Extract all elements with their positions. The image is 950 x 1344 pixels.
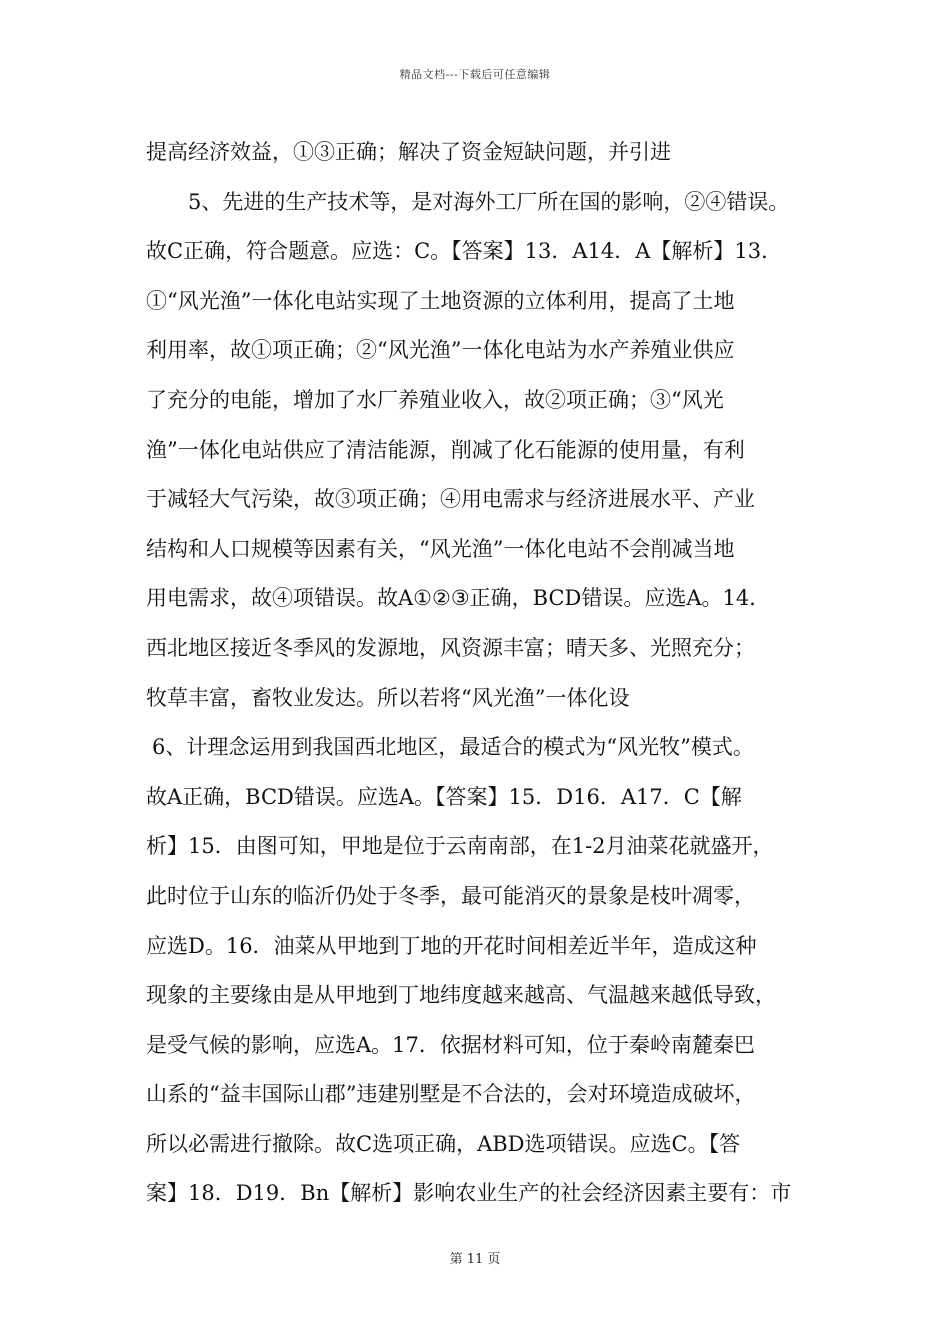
text-line: 故A正确，BCD错误。应选A。【答案】15．D16．A17．C【解 [146,784,742,809]
text-line: 5、先进的生产技术等，是对海外工厂所在国的影响，②④错误。 [188,189,790,214]
text-line: 提高经济效益，①③正确；解决了资金短缺问题，并引进 [146,140,671,164]
text-line: 6、计理念运用到我国西北地区，最适合的模式为“风光牧”模式。 [152,735,754,760]
text-line: 此时位于山东的临沂仍处于冬季，最可能消灭的景象是枝叶凋零， [146,883,755,908]
text-line: 所以必需进行撤除。故C选项正确，ABD选项错误。应选C。【答 [146,1131,741,1156]
text-line: 案】18．D19．Bn【解析】影响农业生产的社会经济因素主要有：市 [146,1181,792,1206]
text-line: 西北地区接近冬季风的发源地，风资源丰富；晴天多、光照充分； [146,635,755,660]
page-number: 第 11 页 [449,1252,501,1267]
text-line: 是受气候的影响，应选A。17．依据材料可知，位于秦岭南麓秦巴 [146,1032,755,1057]
body-text [146,128,826,1219]
text-line: 渔”一体化电站供应了清洁能源，削减了化石能源的使用量，有利 [146,437,745,462]
text-line: 结构和人口规模等因素有关，“风光渔”一体化电站不会削减当地 [146,536,735,561]
text-line: 了充分的电能，增加了水厂养殖业收入，故②项正确；③“风光 [146,387,724,412]
text-line: 牧草丰富，畜牧业发达。所以若将“风光渔”一体化设 [146,685,630,710]
page-header: 精品文档---下载后可任意编辑 [399,68,551,81]
text-line: 于减轻大气污染，故③项正确；④用电需求与经济进展水平、产业 [146,487,755,512]
text-line: 用电需求，故④项错误。故A①②③正确，BCD错误。应选A。14． [146,586,771,611]
text-line: 应选D。16．油菜从甲地到丁地的开花时间相差近半年，造成这种 [146,933,757,958]
text-line: 山系的“益丰国际山郡”违建别墅是不合法的，会对环境造成破坏， [146,1082,756,1107]
text-line: 故C正确，符合题意。应选：C。【答案】13．A14．A【解析】13． [146,239,783,264]
text-line: ①“风光渔”一体化电站实现了土地资源的立体利用，提高了土地 [146,288,735,313]
text-line: 析】15．由图可知，甲地是位于云南南部，在1-2月油菜花就盛开， [146,834,774,859]
text-line: 现象的主要缘由是从甲地到丁地纬度越来越高、气温越来越低导致， [146,983,776,1008]
text-line: 利用率，故①项正确；②“风光渔”一体化电站为水产养殖业供应 [146,338,735,363]
